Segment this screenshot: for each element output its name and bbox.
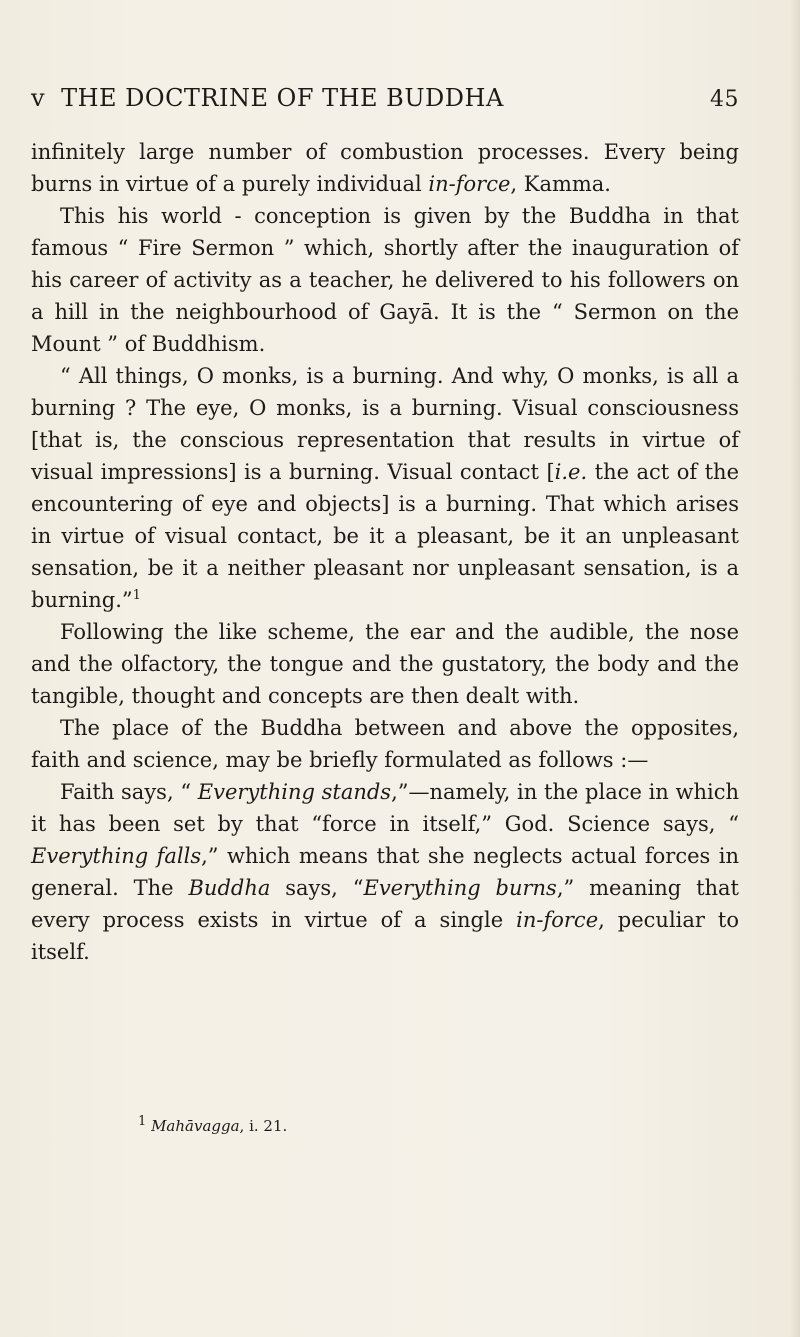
text-run: , Kamma. xyxy=(510,172,611,196)
footnote xyxy=(138,1116,698,1136)
paragraph-faith-science xyxy=(31,776,739,968)
footnote-number: 1 xyxy=(138,1114,147,1129)
body-text xyxy=(31,136,739,968)
footnote-source: Mahāvagga xyxy=(151,1117,240,1135)
paragraph-place-of-buddha xyxy=(31,712,739,776)
italic-term: Everything stands xyxy=(197,780,392,804)
text-run: Faith says, “ xyxy=(60,780,198,804)
text-run: says, “ xyxy=(270,876,364,900)
italic-term: Everything burns xyxy=(363,876,557,900)
text-run: the act of the encountering of eye and objects] is a burning. That which arises in virtue of visual contact, be it a pleasant, be it an unpleasant sensation, be it a neither pleasant nor unpleasant sensation, is a burning.” xyxy=(31,460,739,612)
paragraph-scheme xyxy=(31,616,739,712)
page-number: 45 xyxy=(710,87,739,112)
paragraph-continuation xyxy=(31,136,739,200)
italic-term: in-force xyxy=(428,172,511,196)
running-title: THE DOCTRINE OF THE BUDDHA xyxy=(61,84,504,112)
header-left xyxy=(31,84,504,112)
text-run: The place of the Buddha between and above the opposites, faith and science, may be briefly formulated as follows :— xyxy=(31,716,739,772)
italic-term: in-force xyxy=(516,908,599,932)
text-run: “ All things, O monks, is a burning. And why, O monks, is all a burning ? The eye, O monks, is a burning. Visual consciousness [that is, the conscious representation that results in virtue of visual impressions] is a burning. Visual contact [ xyxy=(31,364,739,484)
footnote-ref: , i. 21. xyxy=(239,1117,288,1135)
text-run: ,”—namely, in the place in which it has been set by that “force in itself,” God. Science says, “ xyxy=(31,780,740,836)
page-edge-shadow xyxy=(790,0,800,1337)
italic-term: Everything falls xyxy=(31,844,202,868)
italic-term: Buddha xyxy=(188,876,271,900)
text-run: This his world - conception is given by the Buddha in that famous “ Fire Sermon ” which, shortly after the inauguration of his career of activity as a teacher, he delivered to his followers on a hill in the neighbourhood of Gayā. It is the “ Sermon on the Mount ” of Buddhism. xyxy=(31,204,739,356)
text-run: , peculiar to itself. xyxy=(31,908,739,964)
text-run: Following the like scheme, the ear and the audible, the nose and the olfactory, the tongue and the gustatory, the body and the tangible, thought and concepts are then dealt with. xyxy=(31,620,739,708)
text-run: ,” which means that she neglects actual forces in general. The xyxy=(31,844,739,900)
paragraph-fire-sermon-quote xyxy=(31,360,739,616)
paragraph-fire-sermon-intro xyxy=(31,200,739,360)
text-run: infinitely large number of combustion processes. Every being burns in virtue of a purely individual xyxy=(31,140,739,196)
footnote-reference: 1 xyxy=(132,588,141,603)
running-header xyxy=(31,84,739,112)
text-run: ,” meaning that every process exists in virtue of a single xyxy=(31,876,739,932)
chapter-numeral: v xyxy=(31,84,46,112)
italic-term: i.e. xyxy=(554,460,588,484)
